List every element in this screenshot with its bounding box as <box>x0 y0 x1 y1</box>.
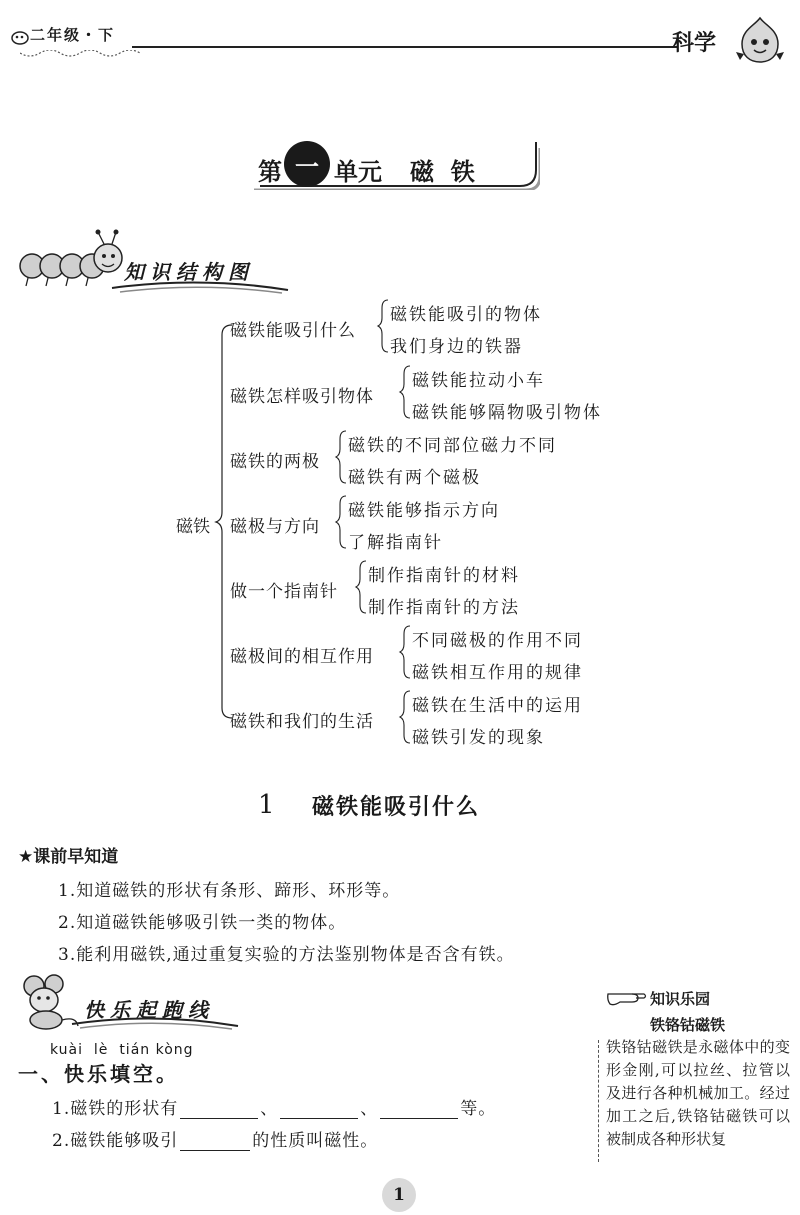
unit-number-badge: 一 <box>284 141 330 187</box>
q1-blank-3[interactable] <box>380 1100 458 1119</box>
branch-label: 磁铁的两极 <box>230 452 320 472</box>
q1-sep-1: 、 <box>260 1099 279 1119</box>
tree-root: 磁铁 <box>176 517 210 537</box>
sidebar-title: 铁铬钴磁铁 <box>650 1016 726 1034</box>
intro-heading: ★课前早知道 <box>18 847 119 867</box>
question-2 <box>52 1126 378 1151</box>
leaf-label: 制作指南针的材料 <box>368 566 520 586</box>
leaf-label: 磁铁有两个磁极 <box>348 468 481 488</box>
grade-label: 二年级・下 <box>30 26 116 44</box>
q1-blank-2[interactable] <box>280 1100 358 1119</box>
leaf-label: 磁铁引发的现象 <box>412 728 545 748</box>
intro-item: 2.知道磁铁能够吸引铁一类的物体。 <box>58 913 347 933</box>
lesson-title: 磁铁能吸引什么 <box>312 795 481 820</box>
leaf-label: 磁铁在生活中的运用 <box>412 696 583 716</box>
page-number: 1 <box>382 1178 416 1212</box>
exercise-pinyin: kuài lè tián kòng <box>50 1042 194 1058</box>
leaf-label: 不同磁极的作用不同 <box>412 631 583 651</box>
unit-prefix: 第 <box>258 157 282 186</box>
branch-label: 磁极间的相互作用 <box>230 647 374 667</box>
sidebar-body: 铁铬钴磁铁是永磁体中的变形金刚,可以拉丝、拉管以及进行各种机械加工。经过加工之后,铁铬钴磁铁可以被制成各种形状复 <box>606 1038 790 1148</box>
pointing-hand-icon <box>606 986 648 1008</box>
happy-start-underline <box>70 1014 240 1030</box>
leaf-label: 磁铁能够指示方向 <box>348 501 500 521</box>
branch-label: 磁极与方向 <box>230 517 320 537</box>
branch-label: 磁铁和我们的生活 <box>230 712 374 732</box>
leaf-label: 磁铁的不同部位磁力不同 <box>348 436 557 456</box>
leaf-label: 制作指南针的方法 <box>368 598 520 618</box>
leaf-label: 磁铁能吸引的物体 <box>390 305 542 325</box>
q1-blank-1[interactable] <box>180 1100 258 1119</box>
exercise-heading: 一、快乐填空。 <box>18 1062 179 1086</box>
sidebar-heading: 知识乐园 <box>650 990 711 1008</box>
leaf-label: 了解指南针 <box>348 533 443 553</box>
leaf-label: 我们身边的铁器 <box>390 337 523 357</box>
subject-label: 科学 <box>672 31 717 56</box>
q2-suffix: 的性质叫磁性。 <box>252 1131 379 1151</box>
happy-start-heading: 快乐起跑线 <box>84 998 214 1022</box>
q1-prefix: 1.磁铁的形状有 <box>52 1099 179 1119</box>
q1-suffix: 等。 <box>460 1099 497 1119</box>
knowledge-map-heading: 知识结构图 <box>124 260 254 284</box>
lesson-number: 1 <box>258 790 275 820</box>
branch-label: 磁铁能吸引什么 <box>230 321 356 341</box>
leaf-label: 磁铁能拉动小车 <box>412 371 545 391</box>
unit-name: 磁 铁 <box>410 157 475 186</box>
q2-blank[interactable] <box>180 1132 250 1151</box>
intro-item: 1.知道磁铁的形状有条形、蹄形、环形等。 <box>58 881 401 901</box>
branch-label: 做一个指南针 <box>230 582 338 602</box>
q2-prefix: 2.磁铁能够吸引 <box>52 1131 179 1151</box>
q1-sep-2: 、 <box>360 1099 379 1119</box>
branch-label: 磁铁怎样吸引物体 <box>230 387 374 407</box>
question-1 <box>52 1094 496 1119</box>
unit-suffix: 单元 <box>334 157 382 186</box>
leaf-label: 磁铁相互作用的规律 <box>412 663 583 683</box>
sidebar-dashed-rule <box>598 1040 600 1162</box>
intro-item: 3.能利用磁铁,通过重复实验的方法鉴别物体是否含有铁。 <box>58 945 515 965</box>
leaf-label: 磁铁能够隔物吸引物体 <box>412 403 602 423</box>
